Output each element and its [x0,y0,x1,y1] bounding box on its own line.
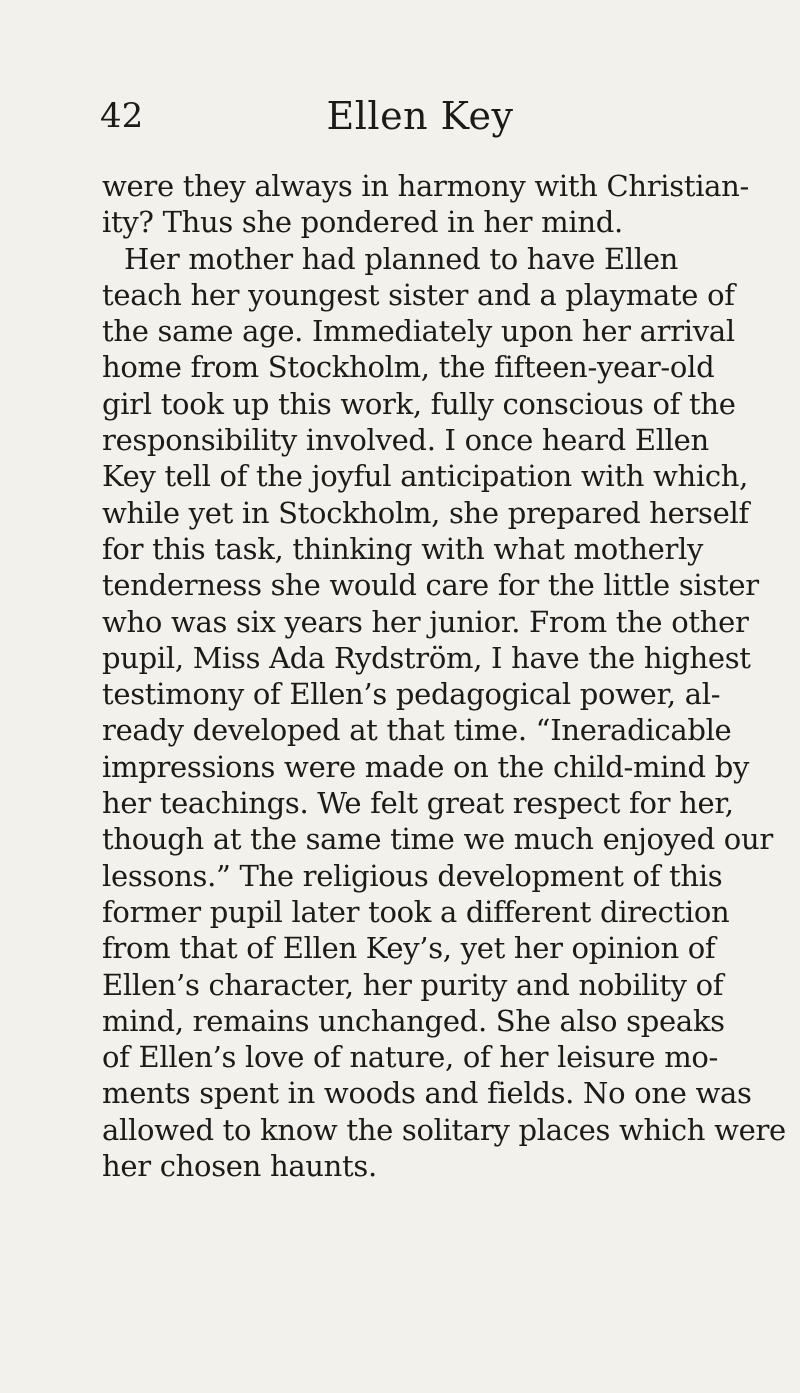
text-line: her teachings. We felt great respect for her, [102,786,734,821]
text-line: while yet in Stockholm, she prepared herself [102,495,749,530]
body-text [102,168,786,1184]
text-line: home from Stockholm, the fifteen-year-old [102,350,715,385]
text-line: former pupil later took a different direction [102,894,730,929]
text-line: ready developed at that time. “Ineradicable [102,713,732,748]
text-line: of Ellen’s love of nature, of her leisure mo- [102,1040,719,1075]
text-line: her chosen haunts. [102,1149,377,1184]
text-line: mind, remains unchanged. She also speaks [102,1003,725,1038]
text-line: lessons.” The religious development of this [102,858,723,893]
text-line: the same age. Immediately upon her arrival [102,314,735,349]
page-number: 42 [100,96,144,136]
text-line: impressions were made on the child-mind by [102,749,750,784]
text-line: pupil, Miss Ada Rydström, I have the highest [102,640,751,675]
text-line: tenderness she would care for the little sister [102,568,759,603]
text-line: Ellen’s character, her purity and nobility of [102,967,724,1002]
text-line: teach her youngest sister and a playmate of [102,277,735,312]
text-line: were they always in harmony with Christian- [102,169,750,203]
text-line: from that of Ellen Key’s, yet her opinion of [102,931,716,966]
text-line: ity? Thus she pondered in her mind. [102,205,623,240]
text-line: Key tell of the joyful anticipation with which, [102,459,749,494]
text-line: testimony of Ellen’s pedagogical power, al- [102,677,721,712]
text-line: ments spent in woods and fields. No one was [102,1076,752,1111]
text-line: allowed to know the solitary places which were [102,1112,786,1147]
text-line: who was six years her junior. From the other [102,604,749,639]
text-line: responsibility involved. I once heard Ellen [102,423,709,458]
text-line: though at the same time we much enjoyed our [102,822,773,857]
text-line: girl took up this work, fully conscious of the [102,386,736,421]
text-line: for this task, thinking with what motherly [102,531,704,566]
running-title: Ellen Key [326,94,514,138]
text-line: Her mother had planned to have Ellen [124,241,679,276]
running-head [100,94,740,144]
